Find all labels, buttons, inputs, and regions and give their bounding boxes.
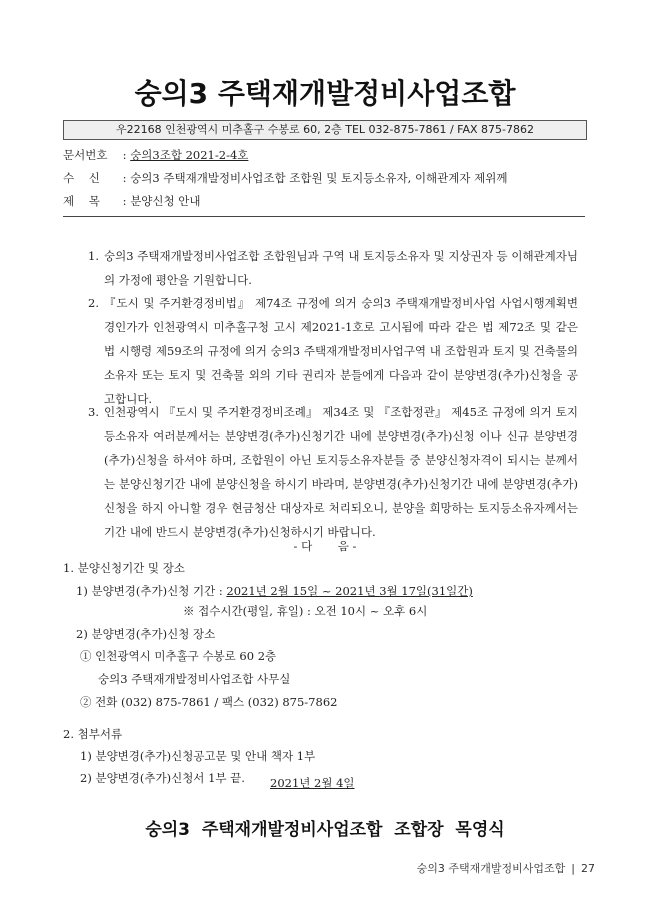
notice-heading: - 다 음 - (293, 539, 357, 553)
header-divider (63, 216, 585, 217)
footer-separator: | (571, 862, 575, 875)
paragraph-text: 인천광역시 『도시 및 주거환경정비조례』 제34조 및 『조합정관』 제45조 규정에 의거 토지등소유자 여러분께서는 분양변경(추가)신청기간 내에 분양변경(추가)신청 이나 신규 분양변경(추가)신청을 하셔야 하며, 조합원이 아닌 토지등소유자분들 중 분양신청자격이 되시는 분께서는 분양신청기간 내에 분양신청을 하시기 바라며, 분양변경(추가)신청기간 내에 분양변경(추가)신청을 하지 아니할 경우 현금청산 대상자로 처리되오니, 분양을 희망하는 토지등소유자께서는 기간 내에 반드시 분양변경(추가)신청하시기 바랍니다. (104, 405, 578, 539)
document-date (270, 775, 355, 791)
place-contact: ② 전화 (032) 875-7861 / 팩스 (032) 875-7862 (80, 695, 338, 709)
paragraph-3 (88, 400, 578, 544)
doc-number-row (63, 147, 248, 163)
paragraph-1 (88, 244, 578, 292)
reception-hours-note: ※ 접수시간(평일, 휴일) : 오전 10시 ~ 오후 6시 (183, 604, 428, 618)
application-place-label: 2) 분양변경(추가)신청 장소 (76, 627, 216, 641)
paragraph-number: 3. (88, 405, 99, 419)
application-period-row (76, 583, 473, 599)
paragraph-2 (88, 291, 578, 411)
place-office: 숭의3 주택재개발정비사업조합 사무실 (98, 672, 291, 686)
doc-number-value: 숭의3조합 2021-2-4호 (130, 148, 249, 162)
document-title: 숭의3 주택재개발정비사업조합 (134, 77, 516, 110)
application-period-value: 2021년 2월 15일 ~ 2021년 3월 17일(31일간) (226, 584, 473, 598)
recipient-value: 숭의3 주택재개발정비사업조합 조합원 및 토지등소유자, 이해관계자 제위께 (130, 171, 508, 185)
subject-row (63, 193, 201, 209)
attachment-1: 1) 분양변경(추가)신청공고문 및 안내 책자 1부 (80, 749, 316, 763)
section-2-title: 2. 첨부서류 (63, 727, 123, 741)
document-date-text: 2021년 2월 4일 (270, 776, 355, 790)
page-footer (417, 860, 595, 876)
application-period-label: 1) 분양변경(추가)신청 기간 : (76, 584, 227, 598)
paragraph-number: 2. (88, 296, 99, 310)
subject-value: 분양신청 안내 (130, 194, 201, 208)
place-address: ① 인천광역시 미추홀구 수봉로 60 2층 (80, 649, 277, 663)
section-1-title: 1. 분양신청기간 및 장소 (63, 561, 185, 575)
paragraph-number: 1. (88, 249, 99, 263)
signature: 숭의3 주택재개발정비사업조합 조합장 목영식 (145, 820, 505, 840)
address-bar: 우22168 인천광역시 미추홀구 수봉로 60, 2층 TEL 032-875-7861 / FAX 875-7862 (63, 120, 587, 140)
paragraph-text: 『도시 및 주거환경정비법』 제74조 규정에 의거 숭의3 주택재개발정비사업 사업시행계획변경인가가 인천광역시 미추홀구청 고시 제2021-1호로 고시됨에 따라 같은 법 제72조 및 같은 법 시행령 제59조의 규정에 의거 숭의3 주택재개발정비사업구역 내 조합원과 토지 및 건축물의 소유자 또는 토지 및 건축물 외의 기타 권리자 분들에게 다음과 같이 분양변경(추가)신청을 공고합니다. (104, 296, 578, 406)
paragraph-text: 숭의3 주택재개발정비사업조합 조합원님과 구역 내 토지등소유자 및 지상권자 등 이해관계자님의 가정에 평안을 기원합니다. (104, 249, 578, 287)
subject-label: 제 목 (63, 194, 100, 208)
recipient-sep: : (122, 171, 127, 185)
footer-org: 숭의3 주택재개발정비사업조합 (416, 862, 566, 875)
recipient-label: 수 신 (63, 171, 100, 185)
recipient-row (63, 170, 507, 186)
page-number: 27 (581, 862, 595, 875)
doc-number-label: 문서번호 (63, 148, 108, 162)
subject-sep: : (122, 194, 127, 208)
attachment-2: 2) 분양변경(추가)신청서 1부 끝. (80, 771, 245, 785)
doc-number-sep: : (122, 148, 127, 162)
